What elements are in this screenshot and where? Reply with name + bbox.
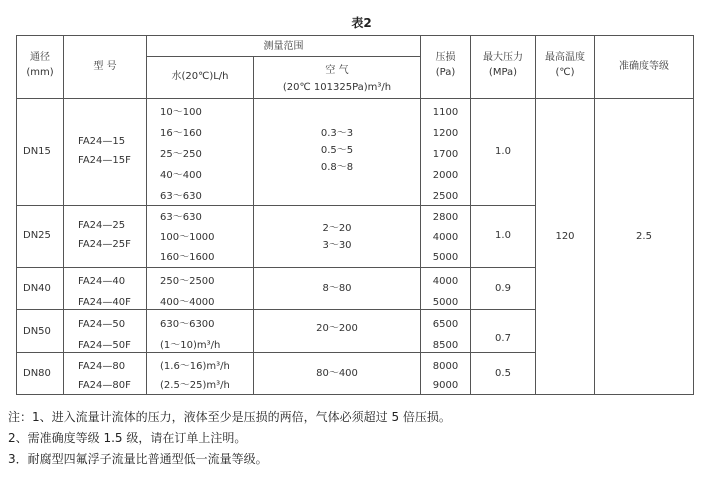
row-dn40-air: 8～80	[322, 283, 352, 294]
max-temp-value: 120	[555, 231, 575, 242]
header-water: 水(20℃)L/h	[171, 71, 229, 82]
row-dn25-air: 2～20 3～30	[322, 223, 352, 251]
row-dn50-loss: 6500 8500	[432, 319, 459, 351]
row-dn50-water: 630～6300 (1～10)m³/h	[160, 319, 221, 351]
header-range: 测量范围	[263, 41, 304, 52]
row-dn25-pressure: 1.0	[495, 230, 511, 241]
row-dn80-diameter: DN80	[23, 368, 51, 379]
row-dn80-water: (1.6～16)m³/h (2.5～25)m³/h	[160, 361, 230, 391]
row-dn15-models: FA24—15 FA24—15F	[78, 136, 131, 166]
row-dn40-diameter: DN40	[23, 283, 51, 294]
row-dn40-loss: 4000 5000	[432, 276, 459, 308]
row-dn50-pressure: 0.7	[495, 333, 511, 344]
accuracy-value: 2.5	[636, 231, 652, 242]
row-dn25-loss: 2800 4000 5000	[432, 212, 459, 263]
row-dn15-water: 10～100 16～160 25～250 40～400 63～630	[160, 107, 202, 202]
header-accuracy: 准确度等级	[619, 61, 669, 72]
row-dn15-diameter: DN15	[23, 146, 51, 157]
row-dn25-models: FA24—25 FA24—25F	[78, 220, 131, 250]
header-air: 空 气 (20℃ 101325Pa)m³/h	[282, 65, 392, 93]
row-dn40-models: FA24—40 FA24—40F	[78, 276, 131, 308]
row-dn40-pressure: 0.9	[495, 283, 511, 294]
row-dn15-loss: 1100 1200 1700 2000 2500	[432, 107, 459, 202]
note-1: 注：1、进入流量计流体的压力，液体至少是压损的两倍，气体必须超过 5 倍压损。	[8, 410, 451, 424]
header-max-temp: 最高温度 (℃)	[545, 52, 585, 78]
note-2: 2、需准确度等级 1.5 级，请在订单上注明。	[8, 431, 247, 445]
table-title: 表2	[351, 16, 372, 30]
row-dn50-models: FA24—50 FA24—50F	[78, 319, 131, 351]
row-dn80-loss: 8000 9000	[432, 361, 459, 391]
row-dn40-water: 250～2500 400～4000	[160, 276, 215, 308]
row-dn25-water: 63～630 100～1000 160～1600	[160, 212, 215, 263]
row-dn50-diameter: DN50	[23, 326, 51, 337]
row-dn80-pressure: 0.5	[495, 368, 511, 379]
row-dn80-air: 80～400	[316, 368, 358, 379]
row-dn25-diameter: DN25	[23, 230, 51, 241]
header-max-pressure: 最大压力 (MPa)	[483, 52, 523, 78]
header-pressure-loss: 压损 (Pa)	[435, 52, 456, 78]
note-3: 3．耐腐型四氟浮子流量比普通型低一流量等级。	[8, 452, 268, 466]
row-dn15-air: 0.3～3 0.5～5 0.8～8	[320, 128, 354, 173]
notes	[8, 407, 451, 470]
header-diameter: 通径 (mm)	[26, 52, 54, 78]
row-dn15-pressure: 1.0	[495, 146, 511, 157]
row-dn50-air: 20～200	[316, 323, 358, 334]
row-dn80-models: FA24—80 FA24—80F	[78, 361, 131, 391]
header-model: 型 号	[93, 61, 117, 72]
